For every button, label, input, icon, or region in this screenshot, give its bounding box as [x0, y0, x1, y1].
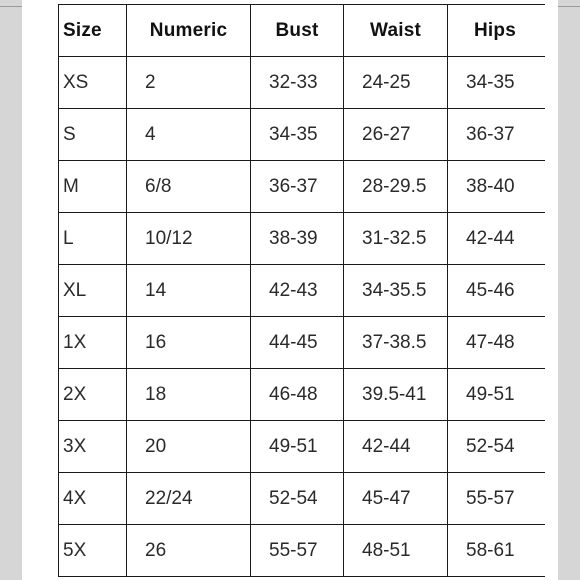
cell-waist: 48-51: [344, 525, 448, 577]
cell-hips: 47-48: [448, 317, 546, 369]
cell-bust: 46-48: [251, 369, 344, 421]
cell-waist: 42-44: [344, 421, 448, 473]
table-row: [59, 317, 546, 369]
cell-hips: 49-51: [448, 369, 546, 421]
table-row: [59, 525, 546, 577]
cell-size: M: [59, 161, 127, 213]
header-waist: Waist: [344, 5, 448, 57]
cell-numeric: 2: [127, 57, 251, 109]
cell-bust: 55-57: [251, 525, 344, 577]
table-row: [59, 369, 546, 421]
cell-numeric: 26: [127, 525, 251, 577]
table-row: [59, 213, 546, 265]
cell-bust: 34-35: [251, 109, 344, 161]
cell-numeric: 10/12: [127, 213, 251, 265]
size-chart-viewport: [58, 4, 545, 580]
cell-bust: 52-54: [251, 473, 344, 525]
cell-bust: 49-51: [251, 421, 344, 473]
cell-hips: 58-61: [448, 525, 546, 577]
cell-size: 5X: [59, 525, 127, 577]
cell-numeric: 18: [127, 369, 251, 421]
table-row: [59, 421, 546, 473]
background-edge-right: [558, 0, 580, 7]
cell-size: 2X: [59, 369, 127, 421]
cell-waist: 45-47: [344, 473, 448, 525]
cell-waist: 28-29.5: [344, 161, 448, 213]
cell-waist: 31-32.5: [344, 213, 448, 265]
cell-size: 4X: [59, 473, 127, 525]
table-row: [59, 57, 546, 109]
header-bust: Bust: [251, 5, 344, 57]
header-row: [59, 5, 546, 57]
cell-size: XL: [59, 265, 127, 317]
cell-hips: 52-54: [448, 421, 546, 473]
size-chart-sheet: [22, 0, 558, 580]
cell-hips: 55-57: [448, 473, 546, 525]
cell-bust: 32-33: [251, 57, 344, 109]
header-hips: Hips: [448, 5, 546, 57]
cell-waist: 39.5-41: [344, 369, 448, 421]
table-row: [59, 473, 546, 525]
cell-size: S: [59, 109, 127, 161]
header-numeric: Numeric: [127, 5, 251, 57]
table-row: [59, 109, 546, 161]
cell-numeric: 14: [127, 265, 251, 317]
table-row: [59, 265, 546, 317]
cell-bust: 36-37: [251, 161, 344, 213]
cell-numeric: 22/24: [127, 473, 251, 525]
cell-hips: 34-35: [448, 57, 546, 109]
header-size: Size: [59, 5, 127, 57]
cell-hips: 36-37: [448, 109, 546, 161]
cell-hips: 45-46: [448, 265, 546, 317]
cell-hips: 38-40: [448, 161, 546, 213]
cell-hips: 42-44: [448, 213, 546, 265]
table-row: [59, 161, 546, 213]
cell-waist: 24-25: [344, 57, 448, 109]
cell-bust: 44-45: [251, 317, 344, 369]
cell-waist: 26-27: [344, 109, 448, 161]
cell-numeric: 20: [127, 421, 251, 473]
cell-size: 1X: [59, 317, 127, 369]
cell-size: L: [59, 213, 127, 265]
cell-waist: 37-38.5: [344, 317, 448, 369]
cell-bust: 38-39: [251, 213, 344, 265]
cell-numeric: 16: [127, 317, 251, 369]
cell-size: 3X: [59, 421, 127, 473]
background-edge-left: [0, 0, 22, 7]
cell-waist: 34-35.5: [344, 265, 448, 317]
cell-bust: 42-43: [251, 265, 344, 317]
cell-size: XS: [59, 57, 127, 109]
cell-numeric: 4: [127, 109, 251, 161]
size-chart-table: [58, 4, 545, 577]
cell-numeric: 6/8: [127, 161, 251, 213]
